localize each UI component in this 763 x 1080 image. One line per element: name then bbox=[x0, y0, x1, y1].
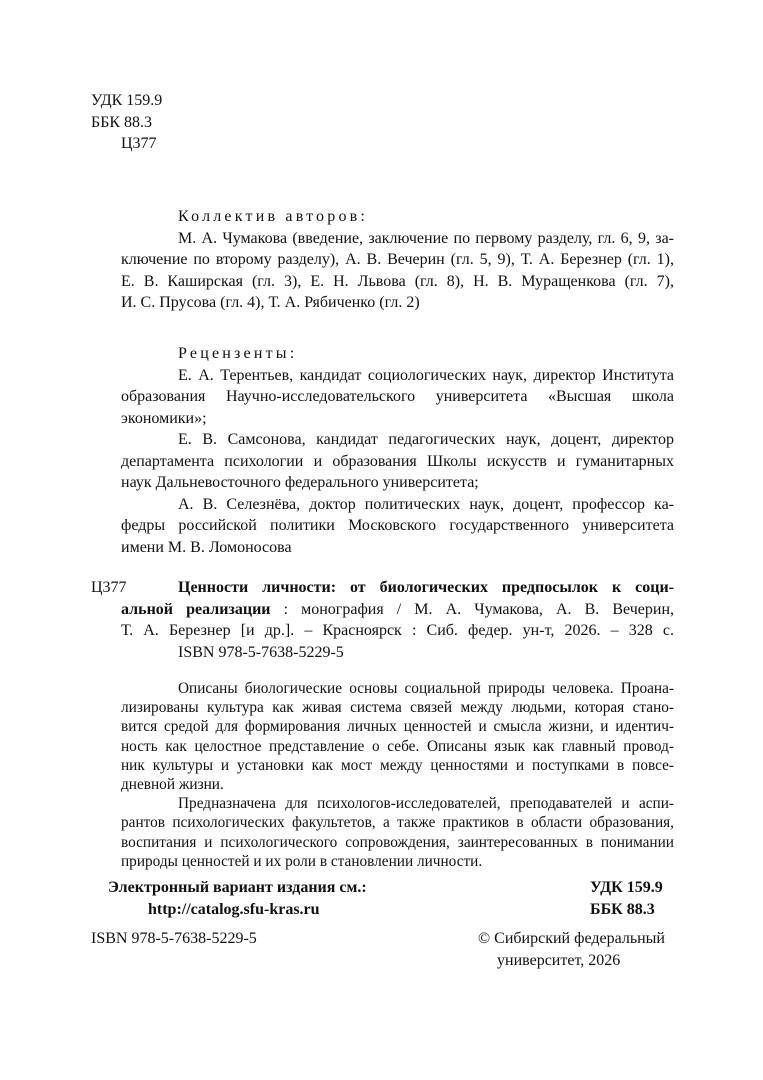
footer-codes bbox=[590, 877, 663, 920]
book-imprint: Т. А. Березнер [и др.]. – Красноярск : Сиб. федер. ун-т, 2026. – 328 с. bbox=[121, 622, 674, 639]
book-isbn: ISBN 978-5-7638-5229-5 bbox=[178, 643, 344, 661]
abstract-line: Предназначена для психологов-исследователей, преподавателей и аспи- bbox=[178, 795, 674, 813]
authors-line: И. С. Прусова (гл. 4), Т. А. Рябиченко (гл. 2) bbox=[121, 294, 420, 311]
abstract-line: вится средой для формирования личных ценностей и смысла жизни, и идентич- bbox=[121, 718, 674, 736]
authors-title: Коллектив авторов: bbox=[178, 208, 369, 225]
abstract-line: дневной жизни. bbox=[121, 776, 224, 794]
authors-line: ключение по второму разделу), А. В. Вечерин (гл. 5, 9), Т. А. Березнер (гл. 1), bbox=[121, 251, 674, 268]
book-details: : монография / М. А. Чумакова, А. В. Вечерин, bbox=[270, 600, 675, 618]
abstract-line: лизированы культура как живая система связей между людьми, которая стано- bbox=[121, 699, 674, 717]
reviewer-line: наук Дальневосточного федерального университета; bbox=[121, 474, 479, 491]
footer-bbk: ББК 88.3 bbox=[590, 900, 655, 918]
author-mark: Ц377 bbox=[121, 135, 157, 152]
book-title-cont: альной реализации bbox=[121, 600, 271, 618]
bbk-code: ББК 88.3 bbox=[91, 113, 153, 131]
reviewers-title: Рецензенты: bbox=[178, 345, 298, 362]
abstract-line: природы ценностей и их роли в становлении личности. bbox=[121, 852, 483, 870]
bibliographic-title bbox=[178, 577, 674, 599]
udk-code: УДК 159.9 bbox=[91, 92, 163, 109]
copyright-line: университет, 2026 bbox=[497, 951, 621, 969]
catalog-link[interactable]: http://catalog.sfu-kras.ru bbox=[148, 900, 320, 918]
authors-block bbox=[121, 206, 674, 314]
abstract-line: ник культуры и установки как мост между ценностями и поступками в повсе- bbox=[121, 756, 674, 774]
reviewer-line: А. В. Селезнёва, доктор политических наук, доцент, профессор ка- bbox=[178, 495, 674, 513]
electronic-version bbox=[108, 877, 367, 920]
reviewer-line: Е. В. Самсонова, кандидат педагогических наук, доцент, директор bbox=[178, 431, 674, 448]
authors-line: М. А. Чумакова (введение, заключение по первому разделу, гл. 6, 9, за- bbox=[178, 229, 674, 247]
abstract-line: рантов психологических факультетов, а также практиков в области образования, bbox=[121, 814, 674, 832]
reviewer-line: Е. А. Терентьев, кандидат социологических наук, директор Института bbox=[178, 366, 674, 384]
abstract-line: воспитания и психологического сопровождения, заинтересованных в понимании bbox=[121, 833, 674, 851]
authors-line: Е. В. Каширская (гл. 3), Е. Н. Львова (гл. 8), Н. В. Муращенкова (гл. 7), bbox=[121, 272, 674, 290]
classification-codes bbox=[91, 90, 162, 155]
abstract-line: ность как целостное представление о себе. Описаны язык как главный провод- bbox=[121, 737, 674, 755]
reviewer-line: департамента психологии и образования Школы искусств и гуманитарных bbox=[121, 452, 674, 470]
abstract-line: Описаны биологические основы социальной природы человека. Проана- bbox=[178, 680, 674, 697]
footer-udk: УДК 159.9 bbox=[590, 879, 663, 896]
footer-isbn: ISBN 978-5-7638-5229-5 bbox=[91, 930, 257, 947]
reviewer-line: экономики»; bbox=[121, 409, 207, 427]
copyright-line: © Сибирский федеральный bbox=[478, 930, 665, 947]
bibliographic-record bbox=[121, 599, 674, 664]
copyright bbox=[478, 928, 665, 971]
reviewer-line: имени М. В. Ломоносова bbox=[121, 538, 292, 556]
reviewer-line: образования Научно-исследовательского университета «Высшая школа bbox=[121, 388, 674, 405]
biblio-code: Ц377 bbox=[91, 579, 127, 596]
abstract bbox=[121, 679, 674, 871]
book-title: Ценности личности: от биологических предпосылок к соци- bbox=[178, 579, 674, 596]
electronic-label: Электронный вариант издания см.: bbox=[108, 879, 367, 896]
reviewers-block bbox=[121, 343, 674, 558]
reviewer-line: федры российской политики Московского государственного университета bbox=[121, 517, 674, 534]
